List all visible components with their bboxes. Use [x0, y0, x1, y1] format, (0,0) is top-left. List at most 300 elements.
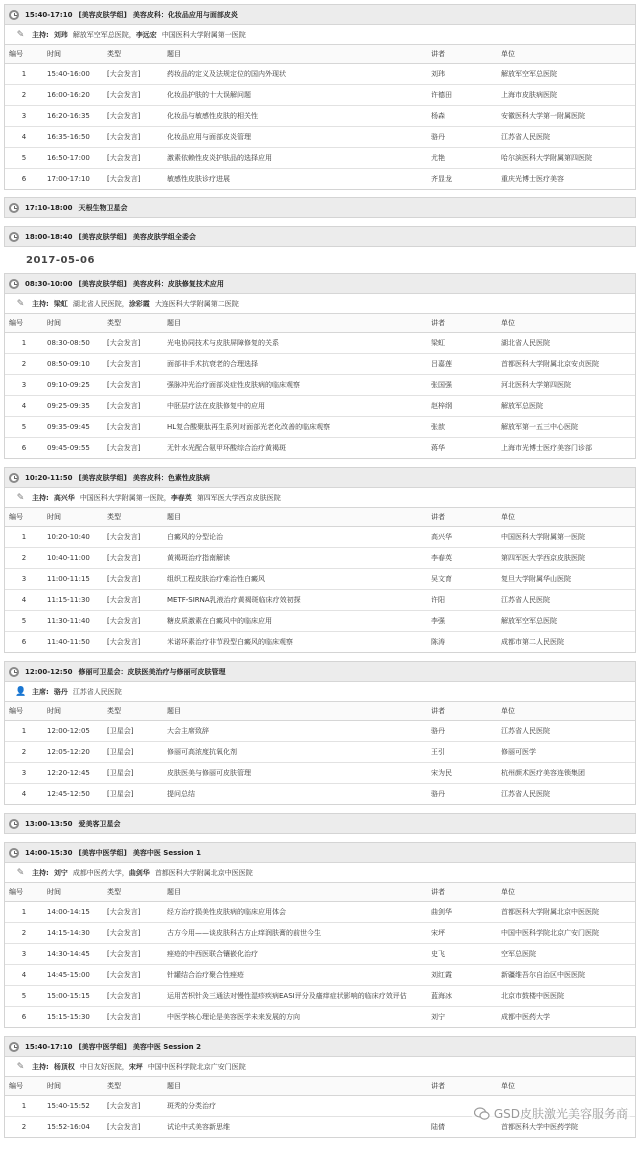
- cell-title: 痤疮的中西医联合镶嵌化治疗: [163, 944, 427, 965]
- cell-type: [大会发言]: [103, 417, 163, 438]
- table-row: [5, 590, 635, 611]
- cell-speaker: 王引: [427, 742, 497, 763]
- cell-type: [大会发言]: [107, 1123, 141, 1131]
- cell-no: 4: [5, 590, 43, 611]
- cell-title: HL复合酸聚肽再生系列对面部光老化改善的临床观察: [163, 417, 427, 438]
- cell-type: [大会发言]: [103, 396, 163, 417]
- table-row: [5, 763, 635, 784]
- clock-icon: [9, 819, 19, 829]
- host-institution: 中国医科大学附属第一医院，: [79, 493, 171, 502]
- table-row: [5, 333, 635, 354]
- host-name: 骆丹: [53, 687, 68, 696]
- column-header-time: 时间: [43, 508, 103, 527]
- cell-type: [大会发言]: [103, 527, 163, 548]
- cell-no: 2: [5, 548, 43, 569]
- cell-unit: 江苏省人民医院: [501, 790, 550, 798]
- cell-time: 10:40-11:00: [43, 548, 103, 569]
- cell-title: 试论中式美容新思维: [167, 1123, 230, 1131]
- cell-time: 12:05-12:20: [43, 742, 103, 763]
- cell-title: 黄褐斑治疗指南解读: [163, 548, 427, 569]
- cell-no: 3: [5, 106, 43, 127]
- clock-icon: [9, 1042, 19, 1052]
- cell-no: 4: [5, 127, 43, 148]
- session-title: 天根生物卫星会: [78, 203, 128, 212]
- session-table: [5, 45, 635, 189]
- block-gap: [0, 190, 640, 197]
- cell-type: [大会发言]: [103, 965, 163, 986]
- cell-title: 经方治疗损美性皮肤病的临床应用体会: [163, 902, 427, 923]
- cell-time: 17:00-17:10: [47, 175, 90, 183]
- cell-speaker: 张歆: [427, 417, 497, 438]
- column-header-unit: 单位: [497, 702, 635, 721]
- session-header[interactable]: [5, 198, 635, 217]
- session-hosts: [5, 682, 635, 702]
- cell-title: 运用苦枳针灸三通法对慢性湿疹疾病EASI评分及瘙痒症状影响的临床疗效评估: [163, 986, 427, 1007]
- host-name: 涂彩霞: [128, 299, 150, 308]
- session-category: [美容皮肤学组]: [78, 232, 127, 241]
- column-header-type: 类型: [103, 883, 163, 902]
- host-label: 主席:: [32, 687, 49, 696]
- cell-time: 16:00-16:20: [43, 85, 103, 106]
- session-title: 美容皮肤学组全委会: [132, 232, 196, 241]
- cell-title: 化妆品护肤的十大误解问题: [163, 85, 427, 106]
- cell-speaker: 宋坪: [427, 923, 497, 944]
- host-institution: 中国医科大学附属第一医院: [161, 30, 246, 39]
- cell-unit: 解放军第一五三中心医院: [497, 417, 635, 438]
- table-row: [5, 417, 635, 438]
- table-head: [5, 702, 635, 721]
- table-row: [5, 127, 635, 148]
- host-name: 李春英: [170, 493, 192, 502]
- session-header[interactable]: [5, 1037, 635, 1057]
- cell-type: [大会发言]: [103, 354, 163, 375]
- host-institution: 大连医科大学附属第二医院: [154, 299, 239, 308]
- session-hosts: [5, 294, 635, 314]
- cell-speaker: 刘玮: [427, 64, 497, 85]
- cell-no: 3: [5, 944, 43, 965]
- host-label: 主持:: [32, 1062, 49, 1071]
- host-institution: 湖北省人民医院，: [72, 299, 129, 308]
- date-heading: 2017-05-06: [26, 254, 95, 266]
- cell-speaker: 刘宁: [431, 1013, 445, 1021]
- column-header-title: 题目: [163, 883, 427, 902]
- table-head: [5, 1077, 635, 1096]
- cell-unit: 新疆维吾尔自治区中医医院: [497, 965, 635, 986]
- cell-time: 14:45-15:00: [43, 965, 103, 986]
- cell-title: 面部非手术抗衰老的合理选择: [163, 354, 427, 375]
- session-time: 12:00-12:50: [25, 667, 73, 676]
- session-category: [美容皮肤学组]: [78, 10, 127, 19]
- cell-speaker: 宋为民: [427, 763, 497, 784]
- cell-time: 15:40-15:52: [43, 1096, 103, 1117]
- cell-no: 3: [5, 375, 43, 396]
- session-time: 13:00-13:50: [25, 819, 73, 828]
- cell-speaker: 蓝海冰: [427, 986, 497, 1007]
- block-gap: [0, 805, 640, 813]
- block-gap: [0, 653, 640, 661]
- cell-type: [大会发言]: [103, 548, 163, 569]
- clock-icon: [9, 232, 19, 242]
- column-header-no: 编号: [5, 314, 43, 333]
- session-title: 美容皮科：皮肤修复技术应用: [132, 279, 224, 288]
- table-row: [5, 106, 635, 127]
- header-row: [5, 45, 635, 64]
- host-label: 主持:: [32, 30, 49, 39]
- cell-time: 16:20-16:35: [43, 106, 103, 127]
- session-table: [5, 702, 635, 804]
- table-body: [5, 902, 635, 1028]
- column-header-no: 编号: [5, 883, 43, 902]
- cell-no: 1: [5, 527, 43, 548]
- header-row: [5, 702, 635, 721]
- cell-title: 激素依赖性皮炎护肤品的选择应用: [163, 148, 427, 169]
- cell-time: 14:30-14:45: [43, 944, 103, 965]
- session-block: [4, 661, 636, 805]
- clock-icon: [9, 279, 19, 289]
- cell-speaker: 许德田: [427, 85, 497, 106]
- session-time: 08:30-10:00: [25, 279, 73, 288]
- cell-no: 3: [5, 569, 43, 590]
- cell-time: 11:00-11:15: [43, 569, 103, 590]
- cell-time: 11:30-11:40: [43, 611, 103, 632]
- cell-type: [大会发言]: [103, 333, 163, 354]
- cell-no: 5: [5, 148, 43, 169]
- cell-title: 白癜风的分型论治: [163, 527, 427, 548]
- cell-title: 化妆品与敏感性皮肤的相关性: [163, 106, 427, 127]
- cell-no: 1: [5, 64, 43, 85]
- cell-no: 2: [5, 354, 43, 375]
- cell-type: [大会发言]: [107, 175, 141, 183]
- column-header-time: 时间: [43, 45, 103, 64]
- cell-type: [卫星会]: [103, 721, 163, 742]
- cell-type: [大会发言]: [103, 64, 163, 85]
- host-name: 宋坪: [128, 1062, 143, 1071]
- cell-unit: 上海市皮肤病医院: [497, 85, 635, 106]
- table-head: [5, 883, 635, 902]
- table-row: [5, 721, 635, 742]
- cell-title: 强脉冲光治疗面部炎症性皮肤病的临床观察: [163, 375, 427, 396]
- cell-title: 糖皮质激素在白癜风中的临床应用: [163, 611, 427, 632]
- header-row: [5, 1077, 635, 1096]
- table-row: [5, 548, 635, 569]
- cell-speaker: 蒋华: [431, 444, 445, 452]
- cell-no: 6: [21, 1013, 27, 1021]
- table-row: [5, 569, 635, 590]
- session-category: [美容皮肤学组]: [78, 279, 127, 288]
- header-row: [5, 508, 635, 527]
- cell-speaker: 吕嘉莲: [427, 354, 497, 375]
- cell-unit: 江苏省人民医院: [497, 590, 635, 611]
- cell-speaker: 张国强: [427, 375, 497, 396]
- table-head: [5, 314, 635, 333]
- cell-no: 2: [5, 85, 43, 106]
- cell-title: 大会主席致辞: [163, 721, 427, 742]
- cell-unit: 杭州颜术医疗美容连锁集团: [497, 763, 635, 784]
- column-header-speaker: 讲者: [427, 45, 497, 64]
- table-row: [5, 965, 635, 986]
- session-category: [美容皮肤学组]: [78, 473, 127, 482]
- cell-time: 09:35-09:45: [43, 417, 103, 438]
- cell-speaker: 曲剑华: [427, 902, 497, 923]
- session-block: [4, 226, 636, 247]
- cell-no: 5: [5, 417, 43, 438]
- session-title: 美容中医 Session 1: [132, 848, 201, 857]
- table-body: [5, 64, 635, 190]
- block-gap: [0, 459, 640, 467]
- session-hosts: [5, 863, 635, 883]
- column-header-no: 编号: [5, 702, 43, 721]
- cell-speaker: 李春英: [427, 548, 497, 569]
- cell-speaker: 赵梓纲: [427, 396, 497, 417]
- cell-speaker: 吴文育: [427, 569, 497, 590]
- cell-title: 无针水光配合氨甲环酸综合治疗黄褐斑: [167, 444, 286, 452]
- table-row: [5, 1007, 635, 1028]
- cell-unit: 河北医科大学第四医院: [497, 375, 635, 396]
- cell-time: 08:30-08:50: [43, 333, 103, 354]
- session-header[interactable]: [5, 662, 635, 682]
- cell-time: 16:35-16:50: [43, 127, 103, 148]
- session-table: [5, 508, 635, 652]
- cell-title: 中胚层疗法在皮肤修复中的应用: [163, 396, 427, 417]
- column-header-type: 类型: [103, 702, 163, 721]
- cell-speaker: 骆丹: [431, 790, 445, 798]
- cell-unit: 重庆光博士医疗美容: [501, 175, 564, 183]
- cell-title: 提问总结: [167, 790, 195, 798]
- cell-unit: 首都医科大学中医药学院: [501, 1123, 578, 1131]
- column-header-speaker: 讲者: [427, 314, 497, 333]
- cell-unit: 修丽可医学: [497, 742, 635, 763]
- block-gap: [0, 218, 640, 226]
- cell-type: [大会发言]: [103, 106, 163, 127]
- session-title: 美容中医 Session 2: [132, 1042, 201, 1051]
- session-header[interactable]: [5, 843, 635, 863]
- table-row: [5, 611, 635, 632]
- host-institution: 首都医科大学附属北京中医医院: [154, 868, 253, 877]
- cell-title: 针罐结合治疗聚合性痤疮: [163, 965, 427, 986]
- cell-type: [大会发言]: [103, 127, 163, 148]
- table-row: [5, 396, 635, 417]
- cell-title: METF-SIRNA乳液治疗黄褐斑临床疗效初探: [163, 590, 427, 611]
- session-title: 修丽可卫星会：皮肤医美治疗与修丽可皮肤管理: [78, 667, 226, 676]
- session-hosts: [5, 1057, 635, 1077]
- cell-title: 化妆品应用与面部皮炎管理: [163, 127, 427, 148]
- column-header-title: 题目: [163, 45, 427, 64]
- column-header-title: 题目: [163, 702, 427, 721]
- host-institution: 第四军医大学西京皮肤医院: [196, 493, 281, 502]
- host-institution: 解放军空军总医院，: [72, 30, 136, 39]
- session-time: 15:40-17:10: [25, 10, 73, 19]
- column-header-speaker: 讲者: [427, 508, 497, 527]
- table-head: [5, 508, 635, 527]
- cell-type: [大会发言]: [107, 444, 141, 452]
- cell-time: 12:45-12:50: [47, 790, 90, 798]
- session-hosts: [5, 25, 635, 45]
- cell-speaker: 许阳: [427, 590, 497, 611]
- session-hosts: [5, 488, 635, 508]
- cell-title: 敏感性皮肤诊疗进展: [167, 175, 230, 183]
- cell-type: [大会发言]: [103, 569, 163, 590]
- cell-unit: 成都市第二人民医院: [501, 638, 564, 646]
- cell-no: 4: [5, 396, 43, 417]
- session-time: 18:00-18:40: [25, 232, 73, 241]
- host-label: 主持:: [32, 868, 49, 877]
- cell-no: 2: [5, 742, 43, 763]
- cell-speaker: 骆丹: [427, 127, 497, 148]
- cell-title: 米诺环素治疗非节段型白癜风的临床观察: [167, 638, 293, 646]
- cell-no: 4: [21, 790, 27, 798]
- watermark-text: GSD皮肤激光美容服务商: [493, 1107, 628, 1121]
- clock-icon: [9, 10, 19, 20]
- session-time: 14:00-15:30: [25, 848, 73, 857]
- cell-title: 皮肤医美与修丽可皮肤管理: [163, 763, 427, 784]
- session-header[interactable]: [5, 227, 635, 246]
- cell-type: [卫星会]: [103, 763, 163, 784]
- column-header-unit: 单位: [497, 883, 635, 902]
- cell-no: 2: [5, 923, 43, 944]
- cell-time: 15:52-16:04: [47, 1123, 90, 1131]
- column-header-time: 时间: [43, 314, 103, 333]
- cell-type: [卫星会]: [103, 742, 163, 763]
- cell-no: 5: [5, 986, 43, 1007]
- cell-title: 斑秃的分类治疗: [163, 1096, 427, 1117]
- cell-time: 11:40-11:50: [47, 638, 90, 646]
- host-name: 李远宏: [135, 30, 157, 39]
- cell-speaker: 高兴华: [427, 527, 497, 548]
- host-label: 主持:: [32, 493, 49, 502]
- cell-unit: 首都医科大学附属北京中医医院: [497, 902, 635, 923]
- cell-unit: 第四军医大学西京皮肤医院: [497, 548, 635, 569]
- cell-no: 6: [21, 175, 27, 183]
- block-gap: [0, 1028, 640, 1036]
- table-body: [5, 527, 635, 653]
- table-row: [5, 169, 635, 190]
- table-row: [5, 742, 635, 763]
- host-institution: 中国中医科学院北京广安门医院: [147, 1062, 246, 1071]
- session-block: [4, 467, 636, 653]
- column-header-no: 编号: [5, 1077, 43, 1096]
- column-header-unit: 单位: [497, 508, 635, 527]
- cell-no: 1: [5, 333, 43, 354]
- host-name: 高兴华: [53, 493, 75, 502]
- cell-type: [大会发言]: [107, 1013, 141, 1021]
- cell-unit: 成都中医药大学: [501, 1013, 550, 1021]
- microphone-icon: ✎: [16, 867, 25, 878]
- cell-unit: 首都医科大学附属北京安贞医院: [497, 354, 635, 375]
- column-header-time: 时间: [43, 702, 103, 721]
- column-header-type: 类型: [103, 314, 163, 333]
- column-header-type: 类型: [103, 45, 163, 64]
- cell-no: 1: [5, 902, 43, 923]
- session-header[interactable]: [5, 274, 635, 294]
- cell-time: 15:00-15:15: [43, 986, 103, 1007]
- cell-speaker: 骆丹: [427, 721, 497, 742]
- cell-unit: 上海市光博士医疗美容门诊部: [501, 444, 592, 452]
- clock-icon: [9, 203, 19, 213]
- cell-unit: 江苏省人民医院: [497, 721, 635, 742]
- cell-type: [大会发言]: [103, 1096, 163, 1117]
- session-category: [美容中医学组]: [78, 848, 127, 857]
- microphone-icon: ✎: [16, 1061, 25, 1072]
- cell-type: [卫星会]: [107, 790, 134, 798]
- cell-time: 12:00-12:05: [43, 721, 103, 742]
- cell-time: 09:45-09:55: [47, 444, 90, 452]
- session-title: 爱美客卫星会: [78, 819, 121, 828]
- cell-type: [大会发言]: [103, 611, 163, 632]
- cell-title: 药妆品的定义及法规定位的国内外现状: [163, 64, 427, 85]
- microphone-icon: ✎: [16, 492, 25, 503]
- column-header-unit: 单位: [497, 314, 635, 333]
- table-row: [5, 85, 635, 106]
- cell-time: 15:15-15:30: [47, 1013, 90, 1021]
- cell-speaker: 齐显龙: [431, 175, 452, 183]
- session-header[interactable]: [5, 468, 635, 488]
- host-institution: 中日友好医院，: [79, 1062, 129, 1071]
- table-body: [5, 721, 635, 805]
- cell-time: 08:50-09:10: [43, 354, 103, 375]
- cell-no: 5: [5, 611, 43, 632]
- cell-time: 09:25-09:35: [43, 396, 103, 417]
- cell-title: 古方今用——谈皮肤科古方止痒润肤膏的前世今生: [163, 923, 427, 944]
- cell-unit: 湖北省人民医院: [497, 333, 635, 354]
- cell-speaker: 杨森: [427, 106, 497, 127]
- table-row: [5, 923, 635, 944]
- cell-time: 15:40-16:00: [43, 64, 103, 85]
- session-block: [4, 273, 636, 459]
- column-header-time: 时间: [43, 883, 103, 902]
- column-header-no: 编号: [5, 508, 43, 527]
- cell-unit: 哈尔滨医科大学附属第四医院: [497, 148, 635, 169]
- header-row: [5, 314, 635, 333]
- table-row: [5, 64, 635, 85]
- cell-unit: 解放军空军总医院: [497, 611, 635, 632]
- cell-unit: 中国中医科学院北京广安门医院: [497, 923, 635, 944]
- table-row: [5, 902, 635, 923]
- cell-no: 4: [5, 965, 43, 986]
- cell-speaker: 刘红霞: [427, 965, 497, 986]
- cell-no: 1: [5, 721, 43, 742]
- table-row: [5, 784, 635, 805]
- cell-time: 14:00-14:15: [43, 902, 103, 923]
- cell-time: 09:10-09:25: [43, 375, 103, 396]
- column-header-title: 题目: [163, 1077, 427, 1096]
- cell-unit: 解放军总医院: [497, 396, 635, 417]
- column-header-title: 题目: [163, 508, 427, 527]
- cell-no: 3: [5, 763, 43, 784]
- session-category: [美容中医学组]: [78, 1042, 127, 1051]
- cell-unit: 解放军空军总医院: [497, 64, 635, 85]
- cell-type: [大会发言]: [103, 590, 163, 611]
- session-header[interactable]: [5, 814, 635, 833]
- host-name: 刘宁: [53, 868, 68, 877]
- table-row: [5, 354, 635, 375]
- cell-speaker: 陈涛: [431, 638, 445, 646]
- host-name: 梁虹: [53, 299, 68, 308]
- clock-icon: [9, 473, 19, 483]
- session-time: 10:20-11:50: [25, 473, 73, 482]
- table-row: [5, 148, 635, 169]
- cell-type: [大会发言]: [107, 638, 141, 646]
- column-header-no: 编号: [5, 45, 43, 64]
- session-header[interactable]: [5, 5, 635, 25]
- cell-type: [大会发言]: [103, 986, 163, 1007]
- cell-no: 6: [21, 638, 27, 646]
- table-row: [5, 375, 635, 396]
- cell-unit: 空军总医院: [497, 944, 635, 965]
- table-head: [5, 45, 635, 64]
- cell-speaker: 李强: [427, 611, 497, 632]
- table-row: [5, 944, 635, 965]
- cell-type: [大会发言]: [103, 85, 163, 106]
